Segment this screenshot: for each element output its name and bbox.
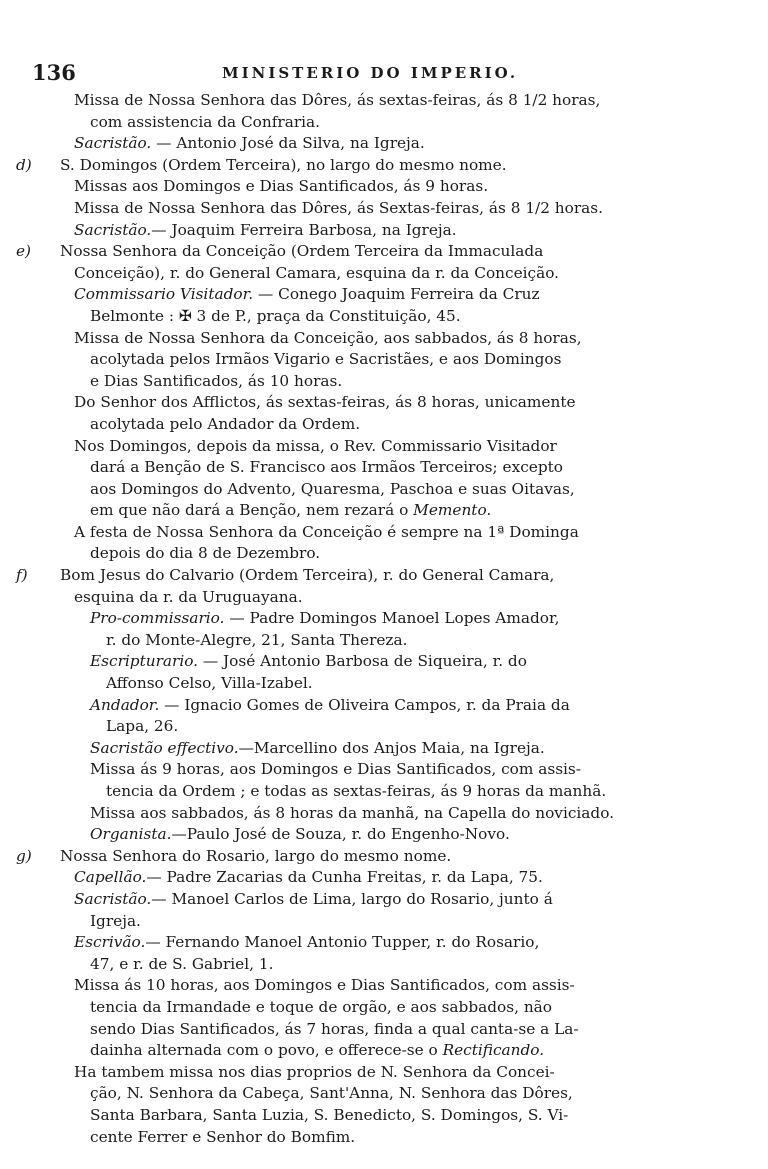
role-label: Escrivão. [74, 933, 146, 952]
text-line [16, 155, 720, 177]
text-line [60, 263, 720, 285]
text-line [60, 392, 720, 414]
italic-term: Memento. [413, 501, 492, 520]
role-label: Pro-commissario. [90, 609, 225, 628]
text-line [60, 1083, 720, 1105]
line-text: Affonso Celso, Villa-Izabel. [106, 674, 313, 693]
line-text: Lapa, 26. [106, 717, 179, 736]
italic-term: Rectificando. [442, 1041, 545, 1060]
text-line [60, 112, 720, 134]
text-line [60, 630, 720, 652]
line-text: Do Senhor dos Afflictos, ás sextas-feiras, ás 8 horas, unicamente [74, 393, 576, 412]
line-text: em que não dará a Benção, nem rezará o [90, 501, 414, 520]
text-line [60, 1040, 720, 1062]
line-text: —Marcellino dos Anjos Maia, na Igreja. [238, 738, 545, 757]
line-text: tencia da Irmandade e toque de orgão, e aos sabbados, não [90, 997, 553, 1016]
line-text: dará a Benção de S. Francisco aos Irmãos Terceiros; excepto [90, 458, 563, 477]
line-text: — Ignacio Gomes de Oliveira Campos, r. da Praia da [159, 695, 570, 714]
line-text: — Conego Joaquim Ferreira da Cruz [253, 285, 540, 304]
role-label: Commissario Visitador. [74, 285, 254, 304]
line-text: — Joaquim Ferreira Barbosa, na Igreja. [151, 220, 457, 239]
text-line [60, 716, 720, 738]
line-text: Nos Domingos, depois da missa, o Rev. Commissario Visitador [74, 436, 557, 455]
line-text: Ha tambem missa nos dias proprios de N. Senhora da Concei- [74, 1062, 555, 1081]
text-line [60, 1105, 720, 1127]
text-line [60, 90, 720, 112]
text-line [60, 889, 720, 911]
text-line [60, 997, 720, 1019]
line-text: Missa de Nossa Senhora das Dôres, ás sextas-feiras, ás 8 1/2 horas, [74, 91, 601, 109]
text-line [60, 587, 720, 609]
role-label: Sacristão effectivo. [90, 738, 239, 757]
text-line [60, 954, 720, 976]
section-marker: f) [16, 566, 28, 585]
text-line [60, 522, 720, 544]
line-text: cente Ferrer e Senhor do Bomfim. [90, 1127, 356, 1146]
line-text: — Antonio José da Silva, na Igreja. [151, 134, 425, 153]
running-head: MINISTERIO DO IMPERIO. [222, 64, 519, 82]
line-text: Nossa Senhora do Rosario, largo do mesmo nome. [60, 846, 452, 865]
text-line [60, 932, 720, 954]
line-text: — Padre Domingos Manoel Lopes Amador, [224, 609, 560, 628]
text-line [60, 911, 720, 933]
text-line [16, 241, 720, 263]
text-line [60, 781, 720, 803]
line-text: ção, N. Senhora da Cabeça, Sant'Anna, N. Senhora das Dôres, [90, 1084, 573, 1103]
text-line [60, 1019, 720, 1041]
role-label: Capellão. [74, 868, 147, 887]
line-text: Missa ás 9 horas, aos Domingos e Dias Santificados, com assis- [90, 760, 581, 779]
line-text: Missa de Nossa Senhora das Dôres, ás Sextas-feiras, ás 8 1/2 horas. [74, 198, 604, 217]
page-body [16, 90, 720, 1148]
line-text: — Padre Zacarias da Cunha Freitas, r. da Lapa, 75. [146, 868, 543, 887]
line-text: — José Antonio Barbosa de Siqueira, r. do [198, 652, 527, 671]
role-label: Sacristão. [74, 889, 152, 908]
text-line [60, 543, 720, 565]
text-line [60, 371, 720, 393]
line-text: Conceição), r. do General Camara, esquina da r. da Conceição. [74, 263, 560, 282]
line-text: Missa aos sabbados, ás 8 horas da manhã, na Capella do noviciado. [90, 803, 615, 822]
page-number: 136 [32, 60, 76, 85]
section-marker: d) [16, 155, 32, 174]
line-text: dainha alternada com o povo, e offerece-se o [90, 1041, 443, 1060]
line-text: acolytada pelos Irmãos Vigario e Sacristães, e aos Domingos [90, 350, 562, 369]
role-label: Organista. [90, 825, 172, 844]
role-label: Sacristão. [74, 220, 152, 239]
line-text: Belmonte : ✠ 3 de P., praça da Constituição, 45. [90, 306, 461, 325]
line-text: tencia da Ordem ; e todas as sextas-feiras, ás 9 horas da manhã. [106, 782, 607, 800]
text-line [60, 414, 720, 436]
role-label: Andador. [90, 695, 160, 714]
text-line [60, 695, 720, 717]
line-text: Igreja. [90, 911, 141, 930]
section-marker: g) [16, 846, 32, 865]
text-line [60, 500, 720, 522]
text-line [60, 176, 720, 198]
text-line [16, 846, 720, 868]
line-text: — Manoel Carlos de Lima, largo do Rosario, junto á [151, 889, 553, 908]
line-text: Missas aos Domingos e Dias Santificados, ás 9 horas. [74, 177, 489, 196]
line-text: Nossa Senhora da Conceição (Ordem Terceira da Immaculada [60, 242, 544, 261]
line-text: 47, e r. de S. Gabriel, 1. [90, 954, 274, 973]
line-text: Bom Jesus do Calvario (Ordem Terceira), r. do General Camara, [60, 566, 555, 585]
text-line [60, 608, 720, 630]
text-line [60, 803, 720, 825]
line-text: depois do dia 8 de Dezembro. [90, 544, 321, 563]
line-text: —Paulo José de Souza, r. do Engenho-Novo. [171, 825, 510, 844]
line-text: r. do Monte-Alegre, 21, Santa Thereza. [106, 630, 408, 649]
line-text: acolytada pelo Andador da Ordem. [90, 414, 361, 433]
line-text: A festa de Nossa Senhora da Conceição é sempre na 1ª Dominga [74, 522, 579, 541]
text-line [16, 565, 720, 587]
text-line [60, 306, 720, 328]
text-line [60, 867, 720, 889]
text-line [60, 479, 720, 501]
line-text: aos Domingos do Advento, Quaresma, Paschoa e suas Oitavas, [90, 479, 575, 498]
section-marker: e) [16, 242, 32, 261]
text-line [60, 220, 720, 242]
text-line [60, 133, 720, 155]
text-line [60, 198, 720, 220]
page-header [32, 60, 732, 86]
text-line [60, 651, 720, 673]
text-line [60, 1127, 720, 1149]
text-line [60, 759, 720, 781]
line-text: Santa Barbara, Santa Luzia, S. Benedicto, S. Domingos, S. Vi- [90, 1105, 569, 1124]
text-line [60, 436, 720, 458]
line-text: — Fernando Manoel Antonio Tupper, r. do Rosario, [145, 933, 540, 952]
role-label: Sacristão. [74, 134, 152, 153]
line-text: esquina da r. da Uruguayana. [74, 587, 303, 606]
line-text: sendo Dias Santificados, ás 7 horas, finda a qual canta-se a La- [90, 1019, 579, 1038]
text-line [60, 738, 720, 760]
text-line [60, 975, 720, 997]
text-line [60, 284, 720, 306]
role-label: Escripturario. [90, 652, 199, 671]
text-line [60, 673, 720, 695]
text-line [60, 1062, 720, 1084]
line-text: S. Domingos (Ordem Terceira), no largo do mesmo nome. [60, 155, 507, 174]
line-text: Missa ás 10 horas, aos Domingos e Dias Santificados, com assis- [74, 976, 575, 995]
text-line [60, 328, 720, 350]
text-line [60, 824, 720, 846]
line-text: Missa de Nossa Senhora da Conceição, aos sabbados, ás 8 horas, [74, 328, 582, 347]
text-line [60, 457, 720, 479]
line-text: e Dias Santificados, ás 10 horas. [90, 371, 343, 390]
line-text: com assistencia da Confraria. [90, 112, 321, 131]
text-line [60, 349, 720, 371]
